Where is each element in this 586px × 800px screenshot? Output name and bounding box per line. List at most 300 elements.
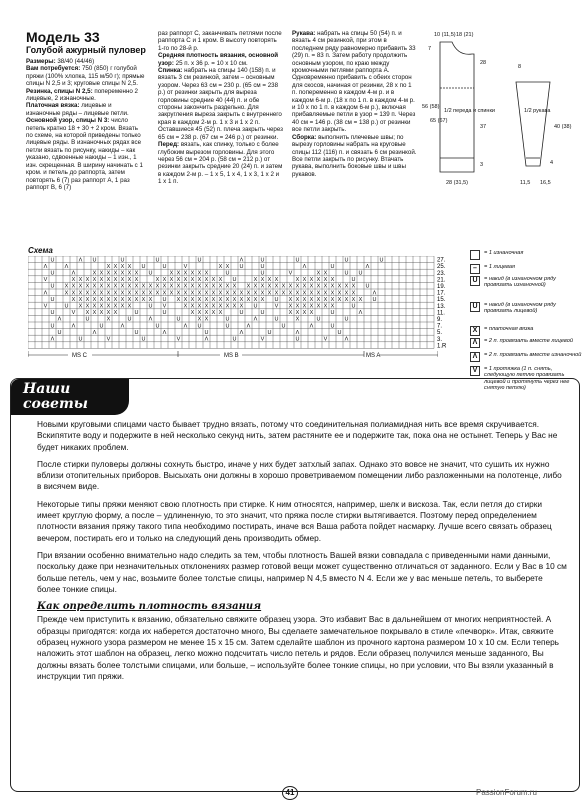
chart-symbol: U	[162, 310, 167, 317]
chart-symbol: X	[281, 283, 286, 290]
chart-symbol: X	[120, 283, 125, 290]
chart-symbol: X	[274, 277, 279, 284]
col1-paragraph	[26, 88, 146, 103]
legend-text: = накид (в изнаночном ряду провязать лицевой)	[484, 302, 556, 315]
paragraph-heading: Платочная вязка:	[26, 102, 80, 110]
chart-symbol: X	[92, 290, 97, 297]
chart-symbol: X	[295, 296, 300, 303]
chart-symbol: U	[379, 257, 384, 264]
row-label: 7.	[437, 323, 443, 330]
chart-symbol: X	[246, 290, 251, 297]
chart-symbol: U	[197, 323, 202, 330]
chart-symbol: X	[141, 283, 146, 290]
chart-symbol: X	[288, 290, 293, 297]
chart-symbol: U	[225, 323, 230, 330]
chart-symbol: U	[85, 316, 90, 323]
chart-symbol: X	[330, 303, 335, 310]
chart-symbol: X	[323, 303, 328, 310]
chart-symbol: X	[78, 296, 83, 303]
chart-symbol: U	[372, 296, 377, 303]
chart-symbol: X	[99, 290, 104, 297]
chart-symbol: X	[197, 310, 202, 317]
chart-symbol: U	[99, 323, 104, 330]
dim-3: 3	[480, 162, 484, 168]
chart-symbol: Λ	[344, 336, 349, 343]
row-label: 9.	[437, 317, 443, 323]
chart-symbol: X	[85, 290, 90, 297]
chart-symbol: X	[267, 283, 272, 290]
chart-symbol: X	[253, 283, 258, 290]
chart-symbol: X	[225, 263, 230, 270]
chart-symbol: X	[127, 296, 132, 303]
chart-symbol: X	[113, 303, 118, 310]
chart-symbol: X	[141, 296, 146, 303]
row-label: 25.	[437, 264, 446, 271]
chart-symbol: X	[309, 310, 314, 317]
chart-symbol: Λ	[43, 263, 48, 270]
paragraph-heading: Рукава:	[292, 30, 316, 37]
chart-symbol: X	[204, 310, 209, 317]
legend-symbol: X	[470, 326, 480, 336]
ms-b-label: MS B	[224, 353, 239, 359]
row-label: 21.	[437, 277, 446, 284]
chart-symbol: V	[43, 303, 48, 310]
chart-symbol: X	[134, 270, 139, 277]
chart-symbol: X	[302, 310, 307, 317]
chart-symbol: U	[162, 296, 167, 303]
chart-symbol: X	[316, 303, 321, 310]
chart-symbol: X	[92, 296, 97, 303]
chart-symbol: U	[351, 303, 356, 310]
col2-paragraph	[158, 52, 283, 67]
chart-symbol: X	[239, 303, 244, 310]
chart-symbol: X	[106, 263, 111, 270]
chart-symbol: X	[176, 290, 181, 297]
chart-symbol: V	[176, 336, 181, 343]
chart-symbol: X	[288, 303, 293, 310]
chart-symbol: X	[127, 270, 132, 277]
ms-a-label: MS A	[366, 353, 381, 359]
chart-symbol: U	[295, 257, 300, 264]
dim-37: 37	[480, 124, 487, 130]
chart-symbol: Λ	[120, 323, 125, 330]
chart-symbol: X	[148, 283, 153, 290]
chart-symbol: X	[309, 277, 314, 284]
chart-symbol: X	[204, 296, 209, 303]
chart-symbol: X	[162, 277, 167, 284]
chart-symbol: X	[120, 263, 125, 270]
text-column-3	[292, 30, 417, 178]
chart-symbol: X	[176, 296, 181, 303]
col3-paragraph	[292, 30, 417, 134]
chart-symbol: X	[106, 310, 111, 317]
col1-paragraph	[26, 117, 146, 191]
row-label: 11.	[437, 310, 445, 317]
chart-symbol: X	[183, 283, 188, 290]
paragraph-text: 750 (850) г голубой пряжи (100% хлопка, 115 м/50 г); прямые спицы N 2,5 и 3; круговые спицы N 2,5.	[26, 65, 145, 88]
legend-symbol: Λ	[470, 352, 480, 362]
col3-paragraph	[292, 134, 417, 178]
chart-symbol: U	[120, 257, 125, 264]
paragraph-heading: Перед:	[158, 141, 180, 149]
chart-symbol: X	[302, 290, 307, 297]
chart-symbol: X	[85, 303, 90, 310]
chart-symbol: Λ	[309, 323, 314, 330]
chart-symbol: X	[169, 270, 174, 277]
chart-symbol: X	[120, 290, 125, 297]
body-outline	[440, 42, 474, 172]
chart-symbol: U	[260, 263, 265, 270]
chart-symbol: X	[197, 290, 202, 297]
chart-symbol: X	[190, 290, 195, 297]
legend-symbol: Λ	[470, 338, 480, 348]
chart-symbol: X	[127, 277, 132, 284]
chart-symbol: X	[309, 290, 314, 297]
chart-symbol: X	[281, 290, 286, 297]
chart-symbol: X	[92, 283, 97, 290]
chart-symbol: V	[71, 310, 76, 317]
chart-symbol: X	[274, 283, 279, 290]
chart-symbol: U	[330, 323, 335, 330]
dim-top-mid: 18 (21)	[456, 32, 474, 38]
chart-symbol: X	[71, 277, 76, 284]
dim-s4: 4	[550, 160, 554, 166]
paragraph-text: раз раппорт С, заканчивать петлями после раппорта С и 1 кром. В высоту повторять 1-го по 28-й р.	[158, 30, 282, 52]
chart-symbol: Λ	[372, 290, 377, 297]
chart-symbol: X	[267, 290, 272, 297]
chart-symbol: X	[85, 296, 90, 303]
chart-symbol: X	[309, 283, 314, 290]
chart-symbol: X	[344, 290, 349, 297]
dim-s8: 8	[518, 64, 522, 70]
tips-header	[11, 379, 129, 415]
chart-symbol: U	[316, 316, 321, 323]
chart-symbol: U	[197, 257, 202, 264]
legend-symbol: U	[470, 302, 480, 312]
chart-symbol: X	[225, 303, 230, 310]
chart-symbol: X	[344, 296, 349, 303]
row-label: 5.	[437, 330, 443, 337]
chart-symbol: U	[267, 329, 272, 336]
tip-paragraph-2: После стирки пуловеры должны сохнуть быстро, иначе у них будет затхлый запах. Однако это вовсе не значит, что сушить их нужно вблизи отопительных приборов. Высыхать они должны в хорошо проветриваемом помещении либо разложенными на полотенце, либо в висячем виде.	[37, 458, 562, 492]
chart-symbol: X	[316, 270, 321, 277]
legend-symbol	[470, 250, 480, 260]
row-label: 19.	[437, 284, 446, 290]
paragraph-text: набрать на спицы 140 (158) п. и вязать 3 см резинкой, затем – основным узором. Через 63 см = 230 р. (65 см = 238 р.) от резинки закрыть для выреза горловины средние 40 (44) п. и обе стороны закончить раздельно. Для закругления выреза закрыть с внутреннего края в каждом 2-м р. 1 x 3 и 1 x 2 п. Оставшиеся 45 (52) п. плеча закрыть через 65 см = 238 р. (67 см = 246 р.) от резинки.	[158, 67, 284, 141]
chart-symbol: Λ	[43, 290, 48, 297]
chart-symbol: U	[162, 263, 167, 270]
chart-symbol: X	[127, 303, 132, 310]
chart-symbol: U	[239, 310, 244, 317]
chart-symbol: X	[148, 296, 153, 303]
chart-symbol: X	[211, 303, 216, 310]
chart-symbol: X	[169, 277, 174, 284]
paragraph-heading: Основной узор, спицы N 3:	[26, 117, 110, 125]
legend-text: = 2 п. провязать вместе лицевой	[484, 338, 573, 344]
chart-symbol: X	[288, 296, 293, 303]
chart-symbol: X	[176, 270, 181, 277]
legend-text: = 1 лицевая	[484, 264, 515, 270]
chart-symbol: X	[162, 290, 167, 297]
chart-symbol: X	[92, 310, 97, 317]
paragraph-heading: Резинка, спицы N 2,5:	[26, 87, 93, 95]
chart-symbol: X	[120, 277, 125, 284]
chart-symbol: Λ	[71, 323, 76, 330]
chart-symbol: U	[141, 263, 146, 270]
chart-symbol: U	[344, 270, 349, 277]
chart-symbol: X	[197, 277, 202, 284]
garment-schematic	[420, 28, 580, 193]
chart-symbol: U	[330, 263, 335, 270]
chart-symbol: X	[176, 283, 181, 290]
paragraph-heading: Вам потребуется:	[26, 65, 81, 73]
chart-symbol: X	[302, 303, 307, 310]
sleeve-outline	[516, 82, 550, 166]
chart-symbol: X	[85, 310, 90, 317]
chart-symbol: U	[134, 310, 139, 317]
chart-symbol: X	[204, 303, 209, 310]
tip-paragraph-3: Некоторые типы пряжи меняют свою плотность при стирке. К ним относятся, например, шелк и вискоза. Так, если петля до стирки имеет круглую форму, а после – удлиненную, то это значит, что пряжа после стирки вытягивается. Поэтому перед определением плотности вязания пряжу такого типа необходимо постирать, иначе вся Ваша работа пойдет насмарку. Лучше всего связать образец вечером, постирать его и только на следующий день производить обмер.	[37, 498, 552, 543]
chart-symbol: X	[197, 270, 202, 277]
chart-symbol: X	[316, 290, 321, 297]
chart-symbol: X	[302, 283, 307, 290]
tips-body	[37, 419, 567, 688]
chart-symbol: V	[183, 263, 188, 270]
chart-symbol: X	[92, 270, 97, 277]
paragraph-text: выполнить плечевые швы; по вырезу горловины набрать на круговые спицы 112 (116) п. и связать 6 см резинкой. Все петли закрыть по рисунку. Втачать рукава, выполнить боковые швы и швы рукавов.	[292, 133, 417, 178]
chart-symbol: X	[64, 283, 69, 290]
chart-symbol: X	[64, 290, 69, 297]
chart-symbol: X	[106, 270, 111, 277]
row-label: 13.	[437, 303, 446, 310]
chart-symbol: X	[183, 277, 188, 284]
watermark-text: PassionForum.ru	[476, 788, 537, 797]
col2-paragraph	[158, 141, 283, 185]
paragraph-text: 25 п. x 36 р. = 10 x 10 см.	[173, 59, 248, 67]
schema-title: Схема	[28, 246, 53, 255]
tip-paragraph-1: Новыми круговыми спицами часто бывает трудно вязать, потому что соединительная полиамидная нить все время скручивается. Вскипятите воду и подержите в ней несколько секунд нить, затем растяните ее и подержите так, пока она не остынет. Теперь у Вас не будет никаких проблем.	[37, 419, 558, 452]
chart-symbol: X	[106, 303, 111, 310]
chart-symbol: X	[71, 283, 76, 290]
dim-65: 65 (67)	[430, 118, 448, 124]
chart-symbol: U	[57, 329, 62, 336]
chart-symbol: U	[50, 257, 55, 264]
chart-symbol: X	[218, 283, 223, 290]
chart-symbol: X	[134, 277, 139, 284]
chart-symbol: X	[127, 290, 132, 297]
chart-symbol: U	[260, 270, 265, 277]
front-back-label: 1/2 переда и спинки	[444, 108, 495, 114]
chart-symbol: X	[176, 277, 181, 284]
chart-symbol: X	[113, 290, 118, 297]
chart-symbol: U	[155, 323, 160, 330]
chart-symbol: X	[330, 277, 335, 284]
paragraph-heading: Сборка:	[292, 133, 317, 141]
chart-symbol: X	[183, 303, 188, 310]
chart-symbol: U	[365, 283, 370, 290]
chart-symbol: U	[78, 336, 83, 343]
chart-symbol: X	[260, 296, 265, 303]
chart-symbol: U	[64, 303, 69, 310]
chart-symbol: X	[78, 277, 83, 284]
chart-symbol: X	[134, 296, 139, 303]
chart-symbol: X	[309, 296, 314, 303]
dim-56: 56 (58)	[422, 104, 440, 110]
chart-symbol: X	[309, 303, 314, 310]
chart-symbol: X	[295, 290, 300, 297]
chart-symbol: X	[239, 296, 244, 303]
chart-symbol: X	[78, 303, 83, 310]
chart-symbol: Λ	[253, 316, 258, 323]
tip-subheading: Как определить плотность вязания	[37, 601, 262, 613]
chart-symbol: X	[71, 290, 76, 297]
legend-text: = 1 протяжка (1 п. снять, следующую петлю провязать лицевой и протянуть через нее снятую петлю)	[484, 366, 570, 392]
chart-symbol: X	[337, 296, 342, 303]
paragraph-heading: Средняя плотность вязания, основной узор:	[158, 52, 279, 67]
chart-symbol: X	[211, 290, 216, 297]
chart-symbol: X	[330, 296, 335, 303]
chart-symbol: X	[120, 270, 125, 277]
chart-symbol: U	[50, 283, 55, 290]
legend-symbol: –	[470, 264, 480, 274]
paragraph-text: набрать на спицы 50 (54) п. и вязать 4 см резинкой, при этом в последнем ряду равномерно прибавить 33 (29) п. = 83 п. Затем работу продолжить основным узором, по краю между кромочными петлями раппорта А. Одновременно прибавить с обеих сторон для скосов, начиная от резинки, 28 x по 1 п. попеременно в каждом 4-м р. и в каждом 6-м р. (18 x по 1 п. в каждом 4-м р. и 10 x по 1 п. в каждом 6-м р.), включая прибавляемые петли в узор = 139 п. Через 40 см = 146 р. (38 см = 138 р.) от резинки все петли закрыть.	[292, 30, 416, 134]
tip-paragraph-5: Прежде чем приступить к вязанию, обязательно свяжите образец узора. Это избавит Вас в дальнейшем от многих неприятностей. А образцы пригодятся: когда их наберется достаточно много, Вы сделаете замечательное покрывало в стиле «печворк». Итак, свяжите образец нужного узора размером не менее 15 x 15 см. Затем сделайте шаблон из прочного картона размером 10 x 10 см. Если теперь наложить этот шаблон на образец, легко можно подсчитать число петель и рядов. Если образец получился меньше заданного, Вы должны вязать более толстыми спицами, или больше, – используйте более тонкие спицы, но при условии, что Вы взяли указанный в инструкции тип пряжи.	[37, 614, 560, 681]
col2-paragraphs	[158, 30, 283, 186]
chart-symbol: X	[351, 283, 356, 290]
chart-symbol: U	[260, 310, 265, 317]
chart-symbol: X	[134, 283, 139, 290]
chart-symbol: X	[337, 283, 342, 290]
chart-symbol: Λ	[148, 316, 153, 323]
chart-symbol: Λ	[204, 336, 209, 343]
chart-symbol: U	[204, 329, 209, 336]
chart-symbol: X	[99, 283, 104, 290]
paragraph-text: вязать, как спинку, только с более глубоким вырезом горловины. Для этого через 56 см = 204 р. (58 см = 212 р.) от резинки закрыть средние 20 (24) п. и затем в каждом 2-м р. – 1 x 5, 1 x 4, 1 x 3, 1 x 2 и 1 x 1 п.	[158, 141, 283, 186]
chart-symbol: X	[204, 316, 209, 323]
chart-symbol: Λ	[302, 263, 307, 270]
chart-symbol: X	[253, 277, 258, 284]
chart-symbol: X	[323, 283, 328, 290]
chart-symbol: X	[197, 303, 202, 310]
chart-symbol: Λ	[365, 263, 370, 270]
chart-symbol: Λ	[78, 257, 83, 264]
legend-text: = 2 п. провязать вместе изнаночной	[484, 352, 582, 358]
legend-text: = 1 изнаночная	[484, 250, 524, 256]
chart-symbol: X	[211, 277, 216, 284]
col1-paragraph	[26, 102, 146, 117]
chart-symbol: X	[169, 283, 174, 290]
chart-symbol: X	[99, 303, 104, 310]
chart-symbol: Λ	[358, 310, 363, 317]
row-label: 17.	[437, 290, 446, 297]
chart-symbol: X	[99, 270, 104, 277]
chart-symbol: X	[190, 303, 195, 310]
chart-symbol: U	[295, 336, 300, 343]
chart-symbol: V	[43, 277, 48, 284]
chart-symbol: U	[134, 329, 139, 336]
chart-symbol: X	[155, 283, 160, 290]
dim-28: 28	[480, 60, 487, 66]
chart-symbol: X	[232, 290, 237, 297]
chart-symbol: X	[204, 283, 209, 290]
label-front-back	[444, 108, 495, 114]
chart-symbol: X	[316, 283, 321, 290]
chart-symbol: X	[71, 296, 76, 303]
chart-symbol: U	[260, 257, 265, 264]
chart-symbol: X	[106, 316, 111, 323]
row-label: 1.R	[437, 343, 447, 350]
chart-symbol: X	[148, 290, 153, 297]
chart-symbol: X	[218, 296, 223, 303]
chart-symbol: X	[120, 303, 125, 310]
chart-symbol: X	[197, 283, 202, 290]
paragraph-text: число петель кратно 18 + 30 + 2 кром. Вязать по схеме, на которой приведены только лицевые ряды. В изнаночных рядах все петли вязать по рисунку, накиды – как указано, сдвоенные накиды – 1 изн., 1 изн. скрещенная. В ширину начинать с 1 кром. и петель до раппорта, затем повторять 6 (7) раз раппорт А, 1 раз раппорт В, 6 (7)	[26, 117, 143, 191]
dim-7: 7	[428, 46, 432, 52]
chart-symbol: X	[323, 270, 328, 277]
chart-symbol: X	[183, 296, 188, 303]
chart-symbol: X	[344, 283, 349, 290]
row-label: 3.	[437, 336, 443, 343]
chart-symbol: X	[239, 290, 244, 297]
chart-symbol: X	[295, 303, 300, 310]
page-number: 41	[282, 786, 298, 800]
legend-text: = накид (в изнаночном ряду провязать изнаночной)	[484, 276, 556, 289]
chart-symbol: X	[113, 296, 118, 303]
chart-symbol: U	[358, 270, 363, 277]
chart-symbol: X	[232, 296, 237, 303]
chart-symbol: Λ	[64, 263, 69, 270]
chart-symbol: X	[316, 296, 321, 303]
tip-paragraph-4: При вязании особенно внимательно надо следить за тем, чтобы плотность Вашей вязки совпадала с приведенными нами данными, поскольку даже при незначительных отклонениях размер готовой вещи может существенно отличаться от заданного. Если у Вас в 10 см больше петель, чем у нас, возьмите более толстые спицы, например N 4,5 вместо N 4. Если же у вас меньше петель, то выберете более тонкие спицы.	[37, 549, 567, 594]
chart-symbol: X	[92, 303, 97, 310]
dim-bottom-sleeve1: 11,5	[520, 180, 531, 186]
col1-paragraph	[26, 58, 146, 65]
chart-symbol: X	[358, 296, 363, 303]
chart-symbol: U	[148, 270, 153, 277]
chart-symbol: X	[260, 283, 265, 290]
chart-symbol: X	[232, 283, 237, 290]
chart-symbol: X	[225, 283, 230, 290]
chart-symbol: X	[323, 277, 328, 284]
chart-symbol: X	[85, 277, 90, 284]
col3-paragraphs	[292, 30, 417, 178]
chart-symbol: U	[281, 323, 286, 330]
chart-symbol: Λ	[92, 329, 97, 336]
paragraph-heading: Размеры:	[26, 58, 56, 65]
chart-symbol: X	[85, 283, 90, 290]
chart-symbol: X	[190, 310, 195, 317]
chart-symbol: X	[106, 296, 111, 303]
chart-symbol: X	[162, 283, 167, 290]
chart-symbol: X	[155, 277, 160, 284]
ms-c-label: MS C	[72, 353, 87, 359]
chart-symbol: X	[127, 283, 132, 290]
chart-symbol: X	[288, 310, 293, 317]
chart-symbol: V	[288, 270, 293, 277]
col1-paragraph	[26, 65, 146, 87]
chart-symbol: X	[190, 283, 195, 290]
chart-symbol: X	[99, 277, 104, 284]
chart-symbol: V	[162, 303, 167, 310]
chart-symbol: X	[113, 283, 118, 290]
chart-symbol: X	[120, 296, 125, 303]
col1-paragraphs	[26, 58, 146, 191]
chart-symbol: X	[78, 290, 83, 297]
paragraph-text: лицевые и изнаночные ряды – лицевые петли.	[26, 102, 129, 117]
paragraph-heading: Спинка:	[158, 67, 183, 75]
ms-brackets	[28, 350, 438, 358]
chart-symbol: X	[218, 290, 223, 297]
